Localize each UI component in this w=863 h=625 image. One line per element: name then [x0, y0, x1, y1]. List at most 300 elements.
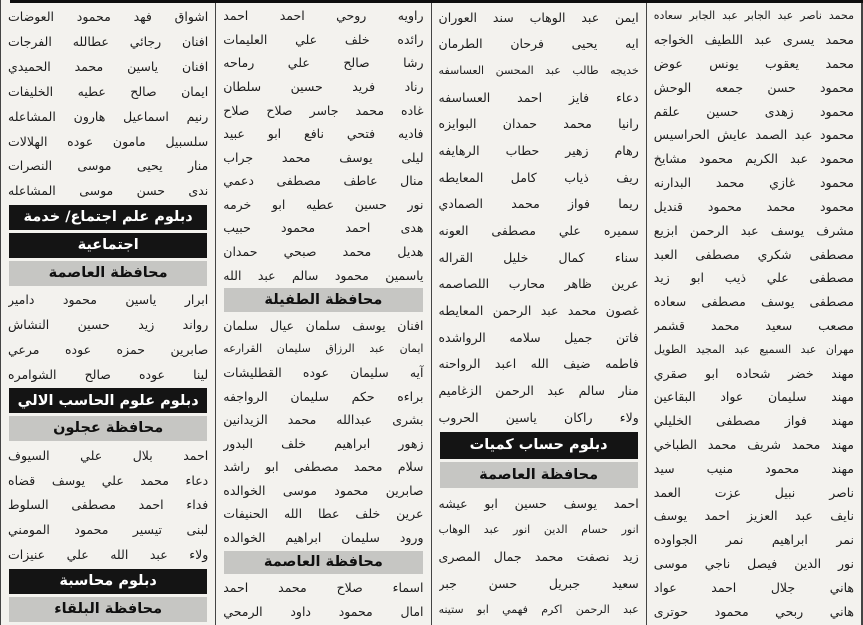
name-word: محارب — [508, 276, 546, 292]
name-word: عواد — [653, 579, 677, 595]
name-word: هارون — [73, 108, 106, 124]
name-word: عوده — [67, 133, 94, 149]
name-entry — [654, 218, 854, 242]
name-word: رناد — [404, 79, 424, 95]
name-entry — [439, 404, 639, 431]
name-entry — [654, 528, 854, 552]
name-word: العبد — [653, 246, 678, 262]
name-word: جلال — [770, 579, 796, 595]
name-word: الزيدانين — [223, 412, 268, 428]
name-word: الرحمن — [689, 222, 729, 238]
name-word: الخواجه — [653, 32, 694, 48]
name-word: حمدان — [223, 244, 258, 260]
name-entry — [654, 195, 854, 219]
name-entry — [439, 84, 639, 111]
name-word: علي — [80, 447, 103, 463]
name-word: يوسف — [339, 149, 373, 165]
name-word: زهير — [565, 143, 589, 159]
name-word: الطرمان — [438, 36, 483, 52]
name-entry — [439, 570, 639, 597]
name-word: احمد — [279, 8, 305, 24]
name-entry — [223, 599, 423, 623]
name-entry — [439, 543, 639, 570]
name-word: نصفت — [576, 548, 610, 564]
name-word: ابو — [690, 270, 704, 286]
name-word: عبد — [545, 64, 561, 78]
name-word: البدارنه — [653, 175, 692, 191]
name-word: عبد — [149, 547, 168, 563]
name-word: ابو — [267, 126, 282, 142]
name-word: محمود — [819, 103, 854, 119]
name-word: سيد — [653, 460, 675, 476]
name-word: جميل — [564, 329, 593, 345]
name-word: رائده — [397, 31, 424, 47]
name-word: حسين — [706, 103, 739, 119]
name-word: سلمان — [305, 317, 341, 333]
name-entry — [654, 456, 854, 480]
name-entry — [654, 147, 854, 171]
name-word: علي — [66, 547, 89, 563]
name-entry — [223, 75, 423, 99]
name-word: عايش — [717, 127, 748, 143]
name-word: سلام — [397, 459, 424, 475]
name-word: اسماعيل — [123, 108, 169, 124]
name-word: محمد — [791, 437, 821, 453]
name-word: عبد — [754, 32, 772, 48]
name-entry — [8, 79, 208, 104]
name-word: محمود — [338, 603, 373, 619]
name-word: حسين — [290, 79, 323, 95]
name-word: سعاده — [653, 294, 687, 310]
name-entry — [223, 361, 423, 385]
name-word: فايز — [569, 89, 590, 105]
name-entry — [654, 480, 854, 504]
name-word: عرين — [396, 506, 424, 522]
name-entry — [439, 377, 639, 404]
name-word: علي — [766, 270, 789, 286]
name-word: كامل — [510, 169, 537, 185]
name-entry — [654, 314, 854, 338]
name-word: اكرم — [541, 603, 563, 617]
name-word: صابرين — [385, 482, 424, 498]
name-word: موسى — [79, 183, 114, 199]
name-entry — [439, 516, 639, 543]
name-word: عوده — [138, 366, 166, 382]
name-word: الله — [530, 356, 549, 372]
name-word: محمد — [74, 58, 104, 74]
name-word: رماحه — [223, 55, 255, 71]
name-word: علي — [295, 31, 318, 47]
name-word: مشرف — [816, 222, 854, 238]
name-word: ايه — [625, 36, 639, 52]
name-entry — [654, 52, 854, 76]
name-word: شكري — [757, 246, 792, 262]
name-entry — [223, 98, 423, 122]
name-word: احمد — [613, 495, 639, 511]
name-entry — [439, 137, 639, 164]
name-word: عطيه — [305, 196, 335, 212]
name-word: ندى — [188, 183, 209, 199]
name-entry — [439, 271, 639, 298]
name-column-3 — [431, 0, 646, 625]
name-word: هدى — [400, 220, 424, 236]
name-word: ابو — [265, 459, 279, 475]
name-word: اشواق — [174, 8, 209, 24]
name-entry — [223, 479, 423, 503]
name-word: داود — [290, 603, 312, 619]
name-word: سعاده — [653, 9, 683, 23]
name-word: هاني — [829, 579, 854, 595]
name-word: الرواجفه — [223, 388, 268, 404]
name-word: الله — [283, 506, 303, 522]
diploma-header: دبلوم حساب كميات — [440, 432, 638, 459]
name-word: سليمان — [350, 364, 389, 380]
name-word: ناصر — [800, 9, 822, 23]
name-word: راشد — [223, 459, 250, 475]
name-word: صالح — [343, 55, 370, 71]
name-word: محمد — [140, 472, 169, 488]
name-word: راويه — [397, 8, 424, 24]
name-word: محمد — [281, 149, 311, 165]
name-entry — [8, 443, 208, 468]
name-word: رانيا — [618, 116, 639, 132]
name-entry — [223, 384, 423, 408]
diploma-header: دبلوم علم اجتماع/ خدمة — [9, 205, 207, 230]
name-entry — [654, 123, 854, 147]
name-entry — [8, 493, 208, 518]
name-word: موسى — [77, 158, 112, 174]
name-word: رشا — [403, 55, 424, 71]
name-word: الخوالده — [223, 530, 266, 545]
name-word: مصطفى — [276, 173, 321, 189]
name-word: العساسفه — [438, 89, 491, 105]
name-word: القراله — [438, 249, 474, 265]
name-word: ايمان — [181, 83, 209, 99]
name-word: جمعه — [715, 79, 744, 95]
name-word: احمد — [183, 447, 209, 463]
name-word: الرهايفه — [438, 143, 480, 159]
name-word: محمود — [819, 79, 854, 95]
name-entry — [439, 57, 639, 84]
name-entry — [654, 504, 854, 528]
name-word: محمد — [355, 102, 385, 118]
name-word: حمزه — [116, 341, 145, 357]
name-entry — [654, 171, 854, 195]
name-word: محمد — [511, 196, 540, 212]
name-entry — [8, 287, 208, 312]
name-word: القطليشات — [223, 364, 282, 380]
name-entry — [654, 266, 854, 290]
name-word: عبد — [800, 342, 817, 356]
name-word: مصطفى — [701, 294, 746, 310]
name-word: يوسف — [563, 495, 597, 511]
name-word: ناصر — [829, 484, 854, 500]
name-word: جبر — [438, 575, 457, 591]
name-word: اسماء — [392, 580, 424, 596]
name-word: ابو — [271, 196, 286, 212]
name-word: جمال — [493, 548, 522, 564]
name-word: نبيل — [774, 484, 796, 500]
name-word: ابراهيم — [334, 435, 371, 451]
name-entry — [439, 164, 639, 191]
name-word: روحي — [336, 8, 367, 24]
name-word: نور — [407, 196, 424, 212]
name-word: افنان — [397, 317, 424, 333]
name-word: سميره — [603, 223, 639, 239]
name-word: صلاح — [336, 580, 363, 596]
name-word: احمد — [345, 220, 371, 236]
name-word: ظاهر — [564, 276, 592, 292]
name-entry — [439, 217, 639, 244]
name-word: الطباخي — [653, 437, 698, 453]
name-word: يعقوب — [764, 56, 800, 72]
name-word: فاتن — [615, 329, 639, 345]
name-word: حسام — [581, 523, 608, 537]
name-word: زيد — [138, 317, 155, 333]
name-word: خديجه — [610, 64, 639, 78]
name-word: النصرات — [8, 158, 53, 174]
name-word: آيه — [409, 364, 424, 380]
name-word: ستينه — [438, 603, 464, 617]
name-word: مهران — [825, 342, 854, 356]
name-word: فيصل — [747, 556, 778, 572]
name-word: البقاعين — [653, 389, 696, 405]
name-word: رهام — [614, 143, 639, 159]
name-word: العونه — [438, 223, 469, 239]
name-word: ايمن — [615, 9, 639, 25]
name-word: مصطفى — [293, 459, 339, 475]
name-word: فاطمه — [605, 356, 639, 372]
name-word: عطالله — [72, 33, 109, 49]
name-word: سالم — [292, 267, 319, 283]
name-word: صلاح — [266, 102, 293, 118]
name-word: دامير — [8, 292, 35, 308]
name-word: البدور — [223, 435, 253, 451]
name-word: سعيد — [611, 575, 639, 591]
name-word: النشاش — [8, 317, 50, 333]
name-word: نايف — [830, 508, 854, 524]
name-word: تيسير — [132, 522, 162, 538]
name-word: محمد — [825, 32, 854, 48]
name-word: مهند — [831, 460, 854, 476]
name-word: محمود — [714, 603, 749, 619]
name-word: محمد — [567, 303, 597, 319]
name-word: الرحمن — [492, 303, 532, 319]
name-word: ريف — [616, 169, 639, 185]
name-word: سلامه — [509, 329, 541, 345]
name-word: محمود — [699, 151, 734, 167]
name-word: محمود — [76, 8, 111, 24]
name-entry — [8, 54, 208, 79]
name-entry — [439, 490, 639, 517]
name-word: محمد — [287, 412, 317, 428]
name-word: فاديه — [397, 126, 424, 142]
name-word: الكريم — [745, 151, 779, 167]
name-word: محمد — [825, 56, 854, 72]
name-word: يوسف — [760, 294, 795, 310]
name-word: العليمات — [223, 31, 268, 47]
governorate-header: محافظة العاصمة — [440, 462, 638, 489]
name-word: احمد — [517, 89, 543, 105]
name-word: مصطفى — [71, 497, 116, 513]
name-word: محمود — [334, 267, 369, 283]
name-word: محمد — [534, 548, 564, 564]
name-word: منار — [187, 158, 209, 174]
name-entry — [439, 297, 639, 324]
name-word: عوده — [65, 341, 92, 357]
name-word: عبد — [623, 603, 639, 617]
name-word: شريف — [747, 437, 782, 453]
name-word: ولاء — [189, 547, 209, 563]
diploma-header: اجتماعية — [9, 233, 207, 258]
name-word: العوران — [438, 9, 478, 25]
name-word: عبد — [540, 303, 559, 319]
name-word: سند — [492, 9, 514, 25]
name-entry — [223, 526, 423, 550]
name-word: مصطفى — [809, 270, 854, 286]
name-entry — [223, 169, 423, 193]
name-word: مامون — [112, 133, 146, 149]
name-word: رجائي — [129, 33, 162, 49]
name-entry — [223, 145, 423, 169]
name-word: علقم — [653, 103, 681, 119]
name-word: احمد — [704, 508, 730, 524]
name-word: سناء — [614, 249, 639, 265]
name-word: علي — [287, 55, 310, 71]
name-word: محمد — [766, 198, 796, 214]
name-word: ياسين — [125, 292, 157, 308]
name-word: صقري — [653, 365, 688, 381]
name-word: جاسر — [309, 102, 339, 118]
name-entry — [654, 337, 854, 361]
name-word: اللصاصمه — [438, 276, 490, 292]
name-entry — [8, 312, 208, 337]
name-word: احمد — [138, 497, 164, 513]
name-word: الرواحنه — [438, 356, 481, 372]
name-word: علي — [558, 223, 581, 239]
name-word: غازي — [769, 175, 796, 191]
name-entry — [223, 240, 423, 264]
name-entry — [8, 362, 208, 387]
name-word: جراب — [223, 149, 254, 165]
name-word: ايمان — [399, 342, 424, 356]
name-word: ورود — [399, 530, 424, 545]
name-entry — [654, 28, 854, 52]
name-word: المحسن — [495, 64, 534, 78]
name-entry — [8, 129, 208, 154]
name-column-4-rightmost — [646, 0, 861, 625]
name-word: المجيد — [695, 342, 725, 356]
name-word: لبنى — [186, 522, 209, 538]
name-word: الجابر — [689, 9, 716, 23]
name-word: ياسين — [127, 58, 159, 74]
name-word: محمود — [334, 482, 369, 498]
name-word: المعايطه — [438, 303, 484, 319]
name-word: غاده — [401, 102, 424, 118]
name-word: عبيد — [223, 126, 245, 142]
name-word: محمد — [828, 9, 854, 23]
name-word: صالح — [130, 83, 157, 99]
name-word: افنان — [182, 33, 209, 49]
name-entry — [654, 99, 854, 123]
name-word: ابو — [484, 495, 498, 511]
name-word: رنيم — [186, 108, 209, 124]
name-word: الوهاب — [438, 523, 471, 537]
name-word: امال — [400, 603, 424, 619]
name-word: عبد — [483, 523, 500, 537]
name-entry — [654, 552, 854, 576]
governorate-header: محافظة الطفيلة — [224, 288, 422, 312]
name-word: حطاب — [505, 143, 540, 159]
name-word: محمود — [819, 198, 854, 214]
name-word: سليمان — [276, 342, 311, 356]
name-word: الله — [223, 267, 242, 283]
name-word: الرزاق — [325, 342, 355, 356]
name-word: البوايزه — [438, 116, 477, 132]
name-word: حسين — [514, 495, 547, 511]
name-word: قضاه — [8, 472, 36, 488]
name-word: محمود — [62, 292, 97, 308]
name-word: دعمي — [223, 173, 254, 189]
name-word: عيال — [269, 317, 294, 333]
name-word: عبد — [740, 222, 759, 238]
name-word: عاطف — [343, 173, 378, 189]
name-entry — [8, 29, 208, 54]
name-word: فواز — [784, 413, 807, 429]
name-entry — [223, 576, 423, 600]
name-word: عنيزات — [8, 547, 46, 563]
name-word: خلف — [281, 435, 306, 451]
name-entry — [223, 4, 423, 28]
name-word: الخليفات — [8, 83, 54, 99]
name-word: ابرار — [184, 292, 209, 308]
name-word: المعايطه — [438, 169, 484, 185]
name-word: حمدان — [502, 116, 537, 132]
name-word: عبد — [790, 151, 808, 167]
name-word: دعاء — [185, 472, 209, 488]
name-word: الوحش — [653, 79, 692, 95]
name-word: الشوامره — [8, 366, 57, 382]
name-word: راكان — [564, 409, 593, 425]
name-entry — [439, 31, 639, 58]
name-word: يوسف — [770, 222, 805, 238]
name-word: عواد — [720, 389, 744, 405]
name-entry — [8, 154, 208, 179]
name-word: خليل — [503, 249, 529, 265]
name-word: الله — [110, 547, 129, 563]
name-word: افنان — [182, 58, 209, 74]
name-entry — [654, 290, 854, 314]
name-word: الوهاب — [529, 9, 566, 25]
name-entry — [223, 431, 423, 455]
name-word: حسين — [354, 196, 387, 212]
name-word: عبد — [581, 9, 600, 25]
name-word: نافع — [304, 126, 324, 142]
name-word: احمد — [223, 8, 249, 24]
name-entry — [223, 408, 423, 432]
name-word: عطا — [317, 506, 340, 522]
name-entry — [654, 599, 854, 623]
name-word: فداء — [186, 497, 209, 513]
governorate-header: محافظة عجلون — [9, 416, 207, 441]
name-word: الحروب — [438, 409, 479, 425]
diploma-header: دبلوم محاسبة — [9, 569, 207, 594]
name-word: يوسف — [352, 317, 386, 333]
name-word: بشرى — [392, 412, 424, 428]
name-word: الصمادي — [438, 196, 484, 212]
name-word: زيد — [653, 270, 670, 286]
name-word: قنديل — [653, 198, 684, 214]
